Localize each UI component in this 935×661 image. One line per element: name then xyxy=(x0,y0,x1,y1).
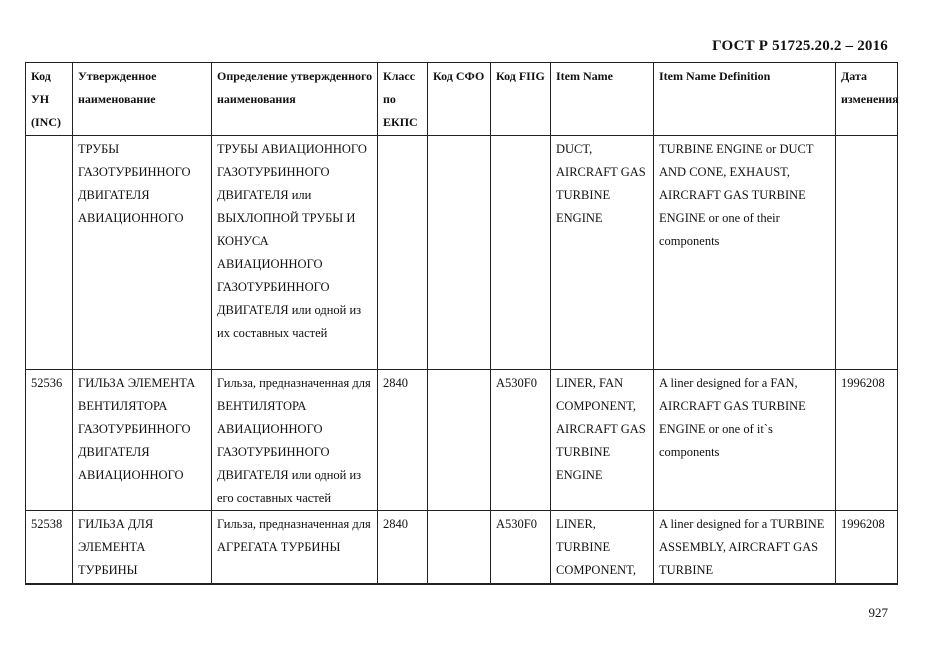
cell-approved-name: ГИЛЬЗА ДЛЯ ЭЛЕМЕНТА ТУРБИНЫ xyxy=(73,511,212,584)
document-title: ГОСТ Р 51725.20.2 – 2016 xyxy=(712,38,888,54)
cell-fiig: A530F0 xyxy=(491,370,551,511)
col-header-inc: Код УН (INC) xyxy=(26,63,73,136)
table-row xyxy=(26,370,898,511)
col-header-date: Дата изменения xyxy=(836,63,898,136)
table-header-row xyxy=(26,63,898,136)
classifier-table xyxy=(25,62,898,585)
col-header-approved-name: Утвержденное наименование xyxy=(73,63,212,136)
cell-item-name: DUCT, AIRCRAFT GAS TURBINE ENGINE xyxy=(551,136,654,370)
cell-class xyxy=(378,136,428,370)
cell-class: 2840 xyxy=(378,511,428,584)
table-row xyxy=(26,511,898,584)
col-header-class: Класс по ЕКПС xyxy=(378,63,428,136)
cell-inc: 52536 xyxy=(26,370,73,511)
cell-date xyxy=(836,136,898,370)
cell-item-definition: TURBINE ENGINE or DUCT AND CONE, EXHAUST, AIRCRAFT GAS TURBINE ENGINE or one of their components xyxy=(654,136,836,370)
cell-definition: Гильза, предназначенная для АГРЕГАТА ТУРБИНЫ xyxy=(212,511,378,584)
cell-sfo xyxy=(428,511,491,584)
cell-item-name: LINER, FAN COMPONENT, AIRCRAFT GAS TURBINE ENGINE xyxy=(551,370,654,511)
cell-sfo xyxy=(428,136,491,370)
cell-item-name: LINER, TURBINE COMPONENT, xyxy=(551,511,654,584)
col-header-item-definition: Item Name Definition xyxy=(654,63,836,136)
cell-item-definition: A liner designed for a FAN, AIRCRAFT GAS TURBINE ENGINE or one of it`s components xyxy=(654,370,836,511)
cell-definition: ТРУБЫ АВИАЦИОННОГО ГАЗОТУРБИННОГО ДВИГАТЕЛЯ или ВЫХЛОПНОЙ ТРУБЫ И КОНУСА АВИАЦИОННОГО ГАЗОТУРБИННОГО ДВИГАТЕЛЯ или одной из их составных частей xyxy=(212,136,378,370)
col-header-item-name: Item Name xyxy=(551,63,654,136)
col-header-fiig: Код FIIG xyxy=(491,63,551,136)
col-header-definition: Определение утвержденного наименования xyxy=(212,63,378,136)
cell-definition: Гильза, предназначенная для ВЕНТИЛЯТОРА АВИАЦИОННОГО ГАЗОТУРБИННОГО ДВИГАТЕЛЯ или одной из его составных частей xyxy=(212,370,378,511)
cell-fiig: A530F0 xyxy=(491,511,551,584)
cell-item-definition: A liner designed for a TURBINE ASSEMBLY, AIRCRAFT GAS TURBINE xyxy=(654,511,836,584)
cell-class: 2840 xyxy=(378,370,428,511)
cell-approved-name: ТРУБЫ ГАЗОТУРБИННОГО ДВИГАТЕЛЯ АВИАЦИОННОГО xyxy=(73,136,212,370)
cell-date: 1996208 xyxy=(836,511,898,584)
cell-sfo xyxy=(428,370,491,511)
cell-date: 1996208 xyxy=(836,370,898,511)
cell-approved-name: ГИЛЬЗА ЭЛЕМЕНТА ВЕНТИЛЯТОРА ГАЗОТУРБИННОГО ДВИГАТЕЛЯ АВИАЦИОННОГО xyxy=(73,370,212,511)
cell-inc: 52538 xyxy=(26,511,73,584)
cell-fiig xyxy=(491,136,551,370)
col-header-sfo: Код СФО xyxy=(428,63,491,136)
cell-inc xyxy=(26,136,73,370)
page-number: 927 xyxy=(868,605,888,620)
table-row xyxy=(26,136,898,370)
